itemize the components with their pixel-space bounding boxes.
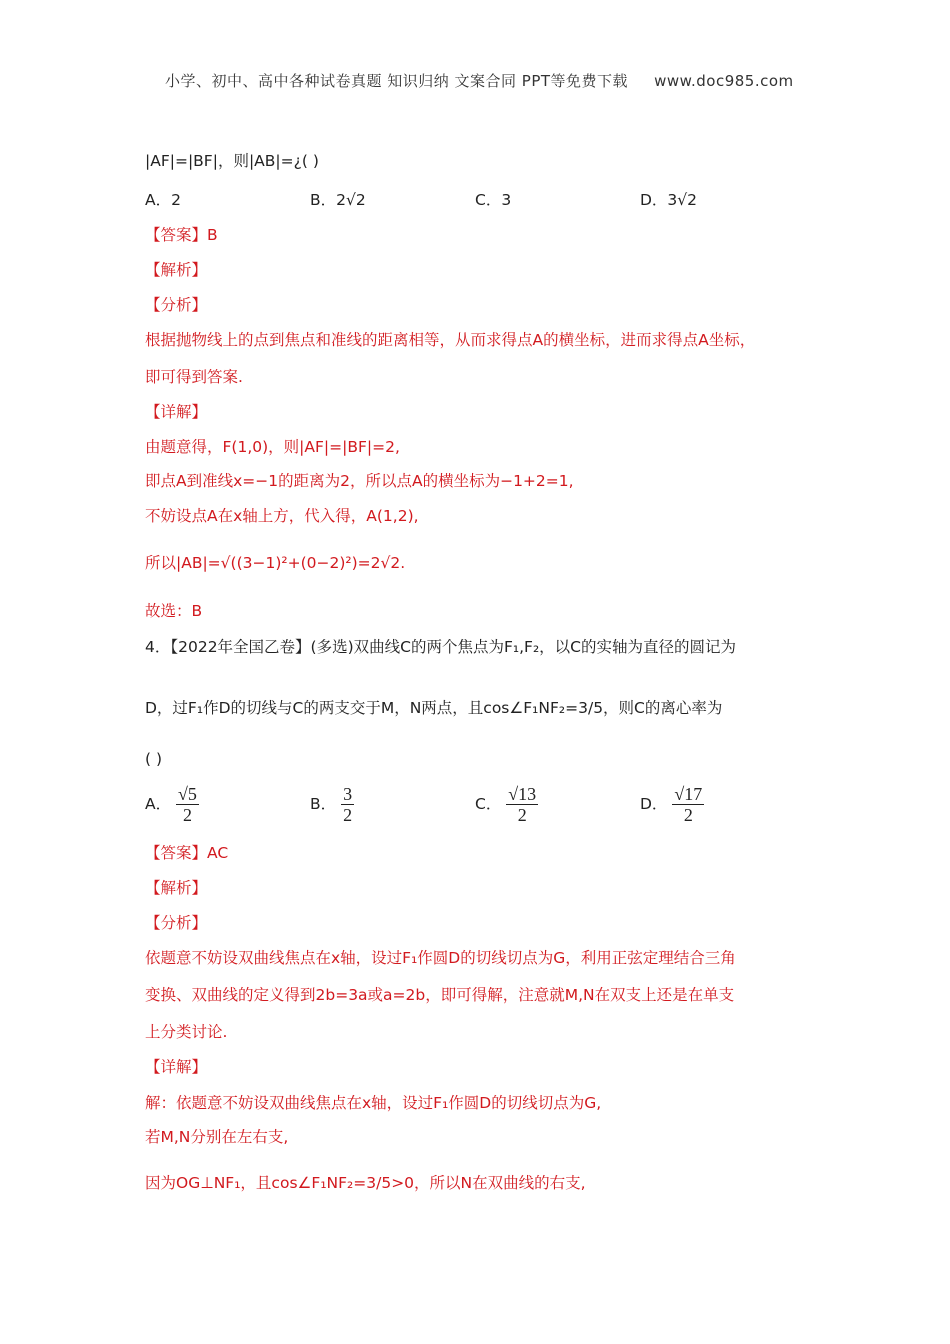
- q4-analysis-2: 变换、双曲线的定义得到2b=3a或a=2b，即可得解，注意就M,N在双支上还是在单支: [145, 986, 735, 1004]
- q4-analysis-3: 上分类讨论.: [145, 1023, 228, 1041]
- q4-option-d: [640, 784, 704, 825]
- q4-paren: ( ): [145, 750, 163, 768]
- q4-title: 4．【2022年全国乙卷】(多选)双曲线C的两个焦点为F₁,F₂，以C的实轴为直径的圆记为: [145, 638, 736, 656]
- q3-fenxi-tag: 【分析】: [145, 296, 208, 314]
- q4-detail-1: 解：依题意不妨设双曲线焦点在x轴，设过F₁作圆D的切线切点为G,: [145, 1094, 602, 1112]
- q4-option-d-frac: [672, 784, 704, 825]
- q4-line-2: D，过F₁作D的切线与C的两支交于M，N两点，且cos∠F₁NF₂=3/5，则C的离心率为: [145, 699, 723, 717]
- q3-detail-tag: 【详解】: [145, 403, 208, 421]
- q3-choose: 故选：B: [145, 602, 203, 620]
- q4-option-c-num: √13: [508, 784, 537, 804]
- q4-option-b-label: B．: [310, 795, 337, 813]
- q3-analysis-2: 即可得到答案.: [145, 368, 243, 386]
- header-text: 小学、初中、高中各种试卷真题 知识归纳 文案合同 PPT等免费下载: [165, 72, 629, 90]
- q4-option-b-frac: [341, 784, 354, 825]
- q3-detail-4: 所以|AB|=√((3−1)²+(0−2)²)=2√2.: [145, 554, 406, 572]
- q4-option-b-num: 3: [343, 784, 353, 804]
- q4-option-c: [475, 784, 538, 825]
- q4-option-a-num: √5: [178, 784, 197, 804]
- q4-option-c-frac: [506, 784, 538, 825]
- q4-option-b: [310, 784, 354, 825]
- q4-detail-2: 若M,N分别在左右支,: [145, 1128, 289, 1146]
- q3-stem-tail: |AF|=|BF|，则|AB|=¿( ): [145, 152, 319, 170]
- q4-answer-line: [145, 842, 228, 864]
- q4-option-a: [145, 784, 199, 825]
- q3-option-a: A．2: [145, 191, 181, 209]
- q3-detail-2: 即点A到准线x=−1的距离为2，所以点A的横坐标为−1+2=1,: [145, 472, 574, 490]
- q4-option-d-den: 2: [683, 805, 693, 825]
- q3-option-c: C．3: [475, 191, 512, 209]
- q4-fenxi-tag: 【分析】: [145, 914, 208, 932]
- q4-option-b-den: 2: [343, 805, 353, 825]
- q4-answer: AC: [207, 844, 229, 862]
- q4-option-c-label: C．: [475, 795, 502, 813]
- q4-answer-tag: 【答案】: [145, 844, 208, 862]
- q3-option-d: D．3√2: [640, 191, 698, 209]
- q3-analysis-1: 根据抛物线上的点到焦点和准线的距离相等，从而求得点A的横坐标，进而求得点A坐标，: [145, 331, 756, 349]
- q4-option-a-frac: [176, 784, 199, 825]
- q3-answer-line: [145, 224, 218, 246]
- q3-answer-tag: 【答案】: [145, 226, 208, 244]
- q4-option-c-den: 2: [517, 805, 527, 825]
- q4-option-d-label: D．: [640, 795, 668, 813]
- q4-detail-tag: 【详解】: [145, 1058, 208, 1076]
- q4-detail-3: 因为OG⊥NF₁，且cos∠F₁NF₂=3/5>0，所以N在双曲线的右支,: [145, 1174, 586, 1192]
- q3-jiexi-tag: 【解析】: [145, 261, 208, 279]
- q4-option-a-den: 2: [182, 805, 192, 825]
- q4-jiexi-tag: 【解析】: [145, 879, 208, 897]
- q4-option-a-label: A．: [145, 795, 172, 813]
- q4-option-d-num: √17: [674, 784, 703, 804]
- page-header: [165, 70, 794, 91]
- q3-detail-1: 由题意得，F(1,0)，则|AF|=|BF|=2,: [145, 438, 400, 456]
- header-site-link[interactable]: www.doc985.com: [654, 72, 794, 90]
- q4-analysis-1: 依题意不妨设双曲线焦点在x轴，设过F₁作圆D的切线切点为G，利用正弦定理结合三角: [145, 949, 736, 967]
- q3-option-b: B．2√2: [310, 191, 366, 209]
- q3-answer: B: [207, 226, 218, 244]
- q3-detail-3: 不妨设点A在x轴上方，代入得，A(1,2),: [145, 507, 419, 525]
